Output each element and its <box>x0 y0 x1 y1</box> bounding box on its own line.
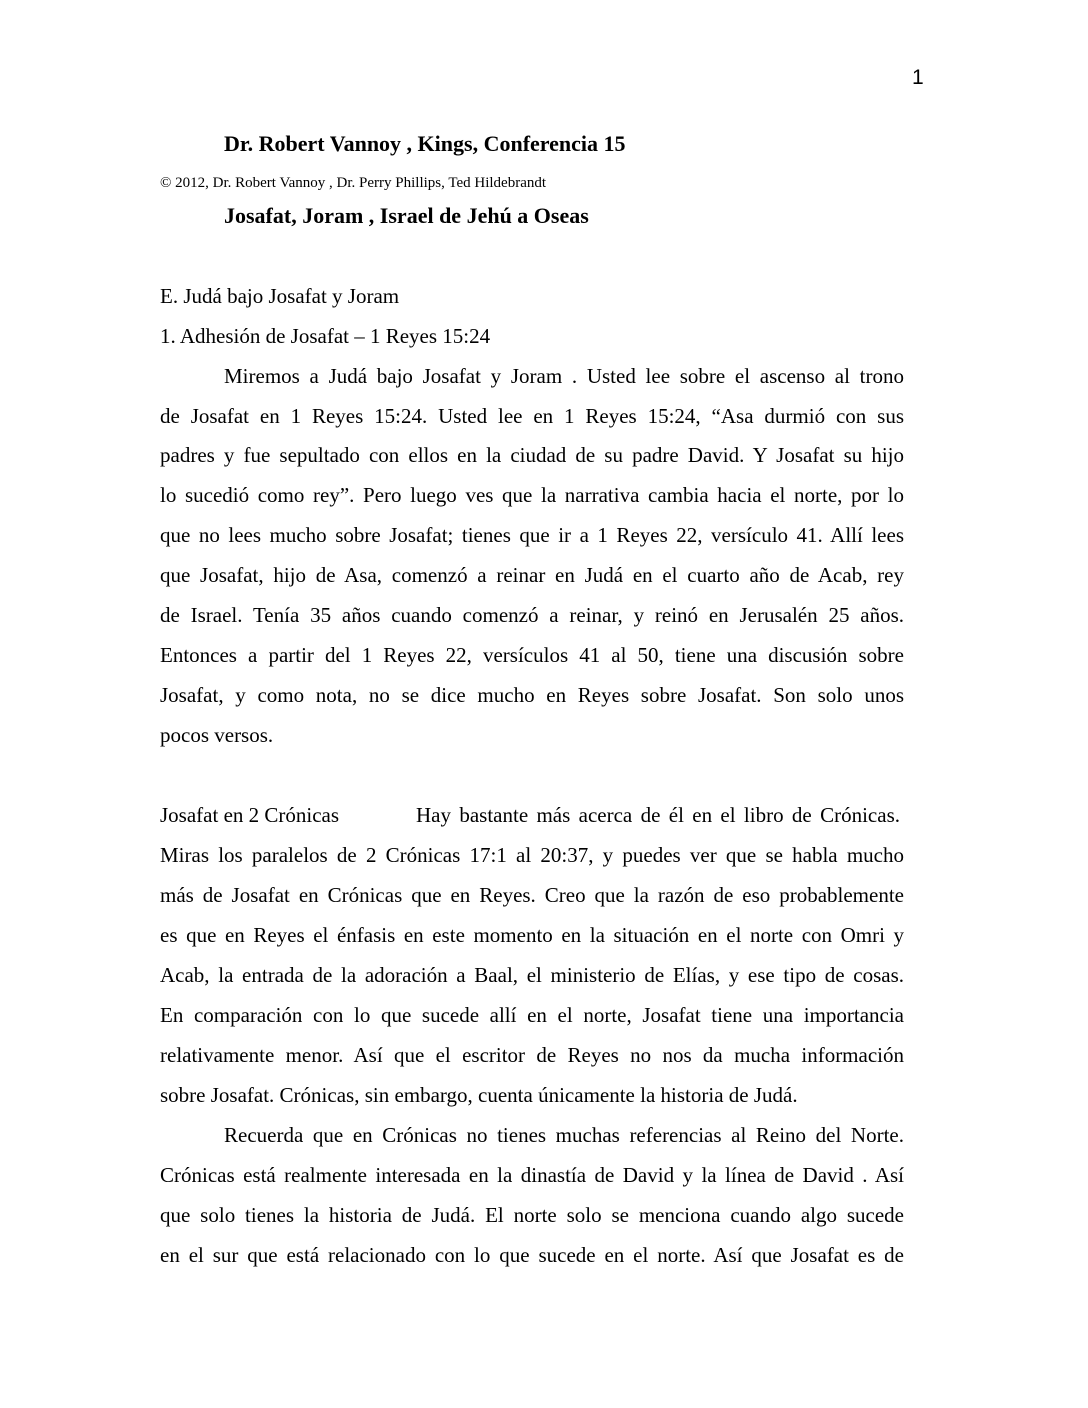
paragraph-3-line: en el sur que está relacionado con lo que sucede en el norte. Así que Josafat es de <box>160 1243 904 1267</box>
paragraph-1-line: pocos versos. <box>160 723 274 747</box>
paragraph-3-line: Recuerda que en Crónicas no tienes muchas referencias al Reino del Norte. <box>224 1123 904 1147</box>
paragraph-1-line: que no lees mucho sobre Josafat; tienes que ir a 1 Reyes 22, versículo 41. Allí lees <box>160 523 904 547</box>
paragraph-3-line: Crónicas está realmente interesada en la dinastía de David y la línea de David . Así <box>160 1163 904 1187</box>
copyright-line: © 2012, Dr. Robert Vannoy , Dr. Perry Phillips, Ted Hildebrandt <box>160 175 547 191</box>
paragraph-2-line: Acab, la entrada de la adoración a Baal, el ministerio de Elías, y ese tipo de cosas. <box>160 963 904 987</box>
section-heading: E. Judá bajo Josafat y Joram <box>160 284 400 308</box>
page-number: 1 <box>912 66 924 89</box>
paragraph-2-line: relativamente menor. Así que el escritor de Reyes no nos da mucha información <box>160 1043 904 1067</box>
lecture-subtitle: Josafat, Joram , Israel de Jehú a Oseas <box>224 203 589 228</box>
paragraph-2-line: sobre Josafat. Crónicas, sin embargo, cuenta únicamente la historia de Judá. <box>160 1083 798 1107</box>
paragraph-2-line: Miras los paralelos de 2 Crónicas 17:1 al 20:37, y puedes ver que se habla mucho <box>160 843 904 867</box>
paragraph-1-line: de Josafat en 1 Reyes 15:24. Usted lee en 1 Reyes 15:24, “Asa durmió con sus <box>160 404 904 428</box>
paragraph-1-line: Josafat, y como nota, no se dice mucho en Reyes sobre Josafat. Son solo unos <box>160 683 904 707</box>
paragraph-1-line: Miremos a Judá bajo Josafat y Joram . Usted lee sobre el ascenso al trono <box>224 364 904 388</box>
inline-heading: Josafat en 2 Crónicas <box>160 803 340 827</box>
paragraph-1-line: padres y fue sepultado con ellos en la ciudad de su padre David. Y Josafat su hijo <box>160 443 904 467</box>
paragraph-1-line: Entonces a partir del 1 Reyes 22, versículos 41 al 50, tiene una discusión sobre <box>160 643 904 667</box>
lecture-title: Dr. Robert Vannoy , Kings, Conferencia 15 <box>224 131 626 156</box>
paragraph-3-line: que solo tienes la historia de Judá. El norte solo se menciona cuando algo sucede <box>160 1203 904 1227</box>
paragraph-2-line: es que en Reyes el énfasis en este momento en la situación en el norte con Omri y <box>160 923 904 947</box>
paragraph-2-line: En comparación con lo que sucede allí en el norte, Josafat tiene una importancia <box>160 1003 904 1027</box>
paragraph-1-line: que Josafat, hijo de Asa, comenzó a reinar en Judá en el cuarto año de Acab, rey <box>160 563 904 587</box>
paragraph-2-first-line <box>160 801 904 829</box>
paragraph-1-line: de Israel. Tenía 35 años cuando comenzó a reinar, y reinó en Jerusalén 25 años. <box>160 603 904 627</box>
section-subheading: 1. Adhesión de Josafat – 1 Reyes 15:24 <box>160 324 491 348</box>
paragraph-2-line: más de Josafat en Crónicas que en Reyes. Creo que la razón de eso probablemente <box>160 883 904 907</box>
paragraph-2-line: Hay bastante más acerca de él en el libro de Crónicas. <box>416 803 900 827</box>
paragraph-1-line: lo sucedió como rey”. Pero luego ves que la narrativa cambia hacia el norte, por lo <box>160 483 904 507</box>
